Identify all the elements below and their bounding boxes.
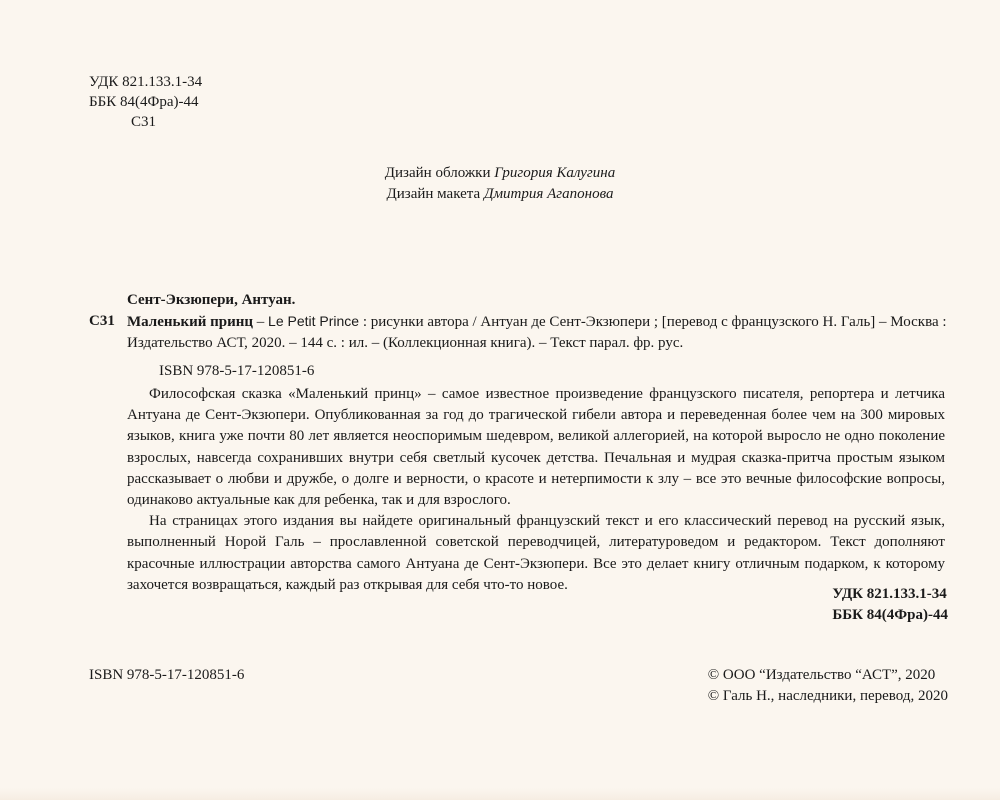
copyright-publisher: © ООО “Издательство “АСТ”, 2020 <box>707 667 936 683</box>
author-code: С31 <box>131 114 157 130</box>
record-isbn: ISBN 978-5-17-120851-6 <box>159 363 315 379</box>
annotation-paragraph-2: На страницах этого издания вы найдете оригинальный французский текст и его классический перевод на русский язык, выполненный Норой Галь – прославленной советской переводчицей, литературоведом и редактором. Текст дополняют красочные иллюстрации авторства самого Антуана де Сент-Экзюпери. Все это делает книгу отличным подарком, к которому захочется возвращаться, каждый раз открывая для себя что-то новое. <box>127 513 945 593</box>
cover-design-label: Дизайн обложки <box>384 165 495 181</box>
record-dash: – <box>253 314 269 330</box>
layout-design-label: Дизайн макета <box>386 186 484 202</box>
cover-designer-name: Григория Калугина <box>494 165 616 181</box>
page-bottom-edge <box>0 788 1000 800</box>
annotation <box>127 384 945 596</box>
record-main-row <box>89 311 949 354</box>
bbk-code-bottom: ББК 84(4Фра)-44 <box>832 607 948 623</box>
record-author-code: С31 <box>89 313 115 329</box>
record-original-title: Le Petit Prince <box>268 313 360 329</box>
copyright-block <box>708 665 948 707</box>
layout-design-credit <box>0 184 1000 205</box>
layout-designer-name: Дмитрия Агапонова <box>483 186 614 202</box>
copyright-translation: © Галь Н., наследники, перевод, 2020 <box>707 688 948 704</box>
cover-design-credit <box>0 163 1000 184</box>
udk-code: УДК 821.133.1-34 <box>89 74 203 90</box>
classification-block-top <box>89 72 202 132</box>
udk-code-bottom: УДК 821.133.1-34 <box>832 586 947 602</box>
record-title: Маленький принц <box>127 314 254 330</box>
bbk-code: ББК 84(4Фра)-44 <box>89 94 199 110</box>
footer-isbn: ISBN 978-5-17-120851-6 <box>89 667 245 683</box>
design-credits <box>0 163 1000 205</box>
record-author: Сент-Экзюпери, Антуан. <box>127 292 296 308</box>
classification-block-bottom <box>832 584 948 626</box>
record-description <box>127 311 949 354</box>
annotation-paragraph-1: Философская сказка «Маленький принц» – самое известное произведение французского писателя, репортера и летчика Антуана де Сент-Экзюпери. Опубликованная за год до трагической гибели автора и переведенная более чем на 300 мировых языков, книга уже почти 80 лет является неоспоримым шедевром, великой аллегорией, на которой выросло не одно поколение взрослых, навсегда сохранивших внутри себя светлый кусочек детства. Печальная и мудрая сказка-притча простым языком рассказывает о любви и дружбе, о долге и верности, о красоте и нетерпимости к злу – все это вечные философские вопросы, одинаково актуальные как для ребенка, так и для взрослого. <box>127 386 945 509</box>
bibliographic-record <box>89 290 949 382</box>
record-details: : рисунки автора / Антуан де Сент-Экзюпери ; [перевод с французского Н. Галь] – Москва : Издательство АСТ, 2020. – 144 с. : ил. – (Коллекционная книга). – Текст парал. фр. рус. <box>127 314 947 351</box>
